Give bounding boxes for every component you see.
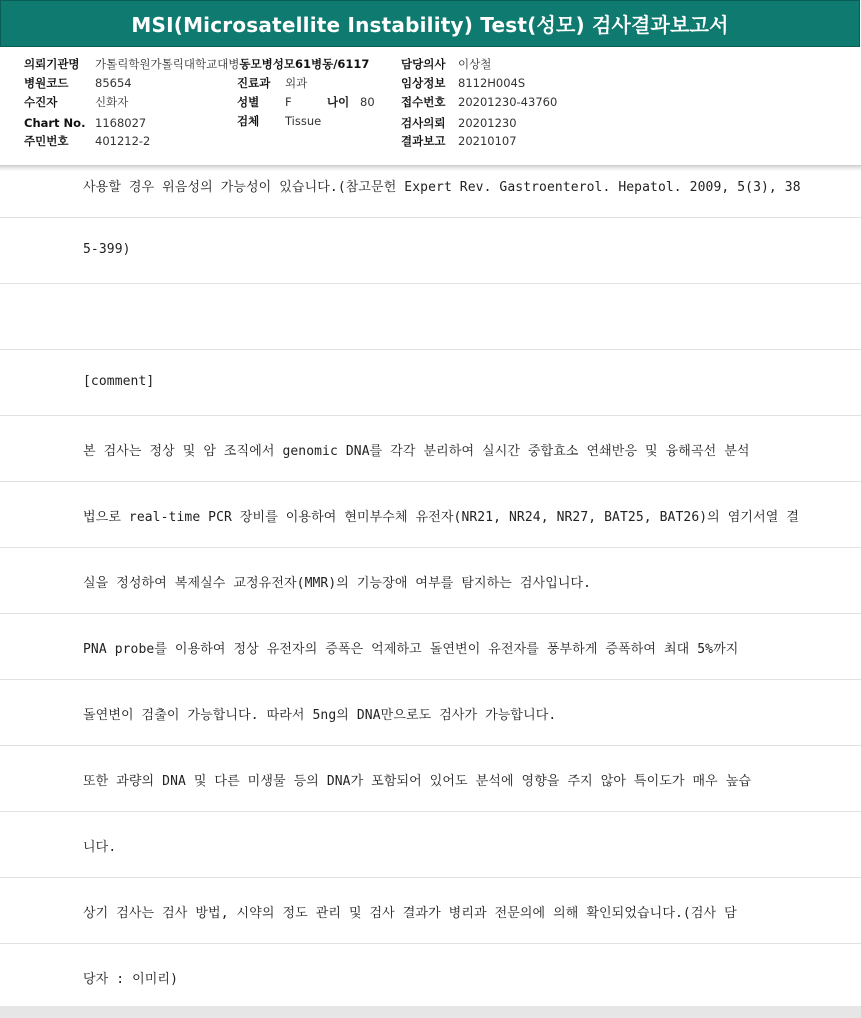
header-shadow <box>0 165 861 171</box>
chart-label: Chart No. <box>24 116 86 130</box>
resident-value: 401212-2 <box>95 134 151 148</box>
institution-label: 의뢰기관명 <box>24 57 80 71</box>
hospital-code-label: 병원코드 <box>24 76 69 90</box>
line-text: [comment] <box>83 374 155 389</box>
chart-value: 1168027 <box>95 116 147 130</box>
report-date-value: 20210107 <box>458 134 517 148</box>
patient-label: 수진자 <box>24 95 58 109</box>
specimen-row <box>237 112 321 130</box>
institution-value: 가톨릭학원가톨릭대학교대병 <box>95 57 240 71</box>
sex-value: F <box>285 95 292 109</box>
doctor-row <box>401 55 491 73</box>
footer-bar <box>0 1006 861 1018</box>
line-text: 5-399) <box>83 242 131 257</box>
hospital-code-value: 85654 <box>95 76 132 90</box>
report-line <box>0 746 861 812</box>
report-line <box>0 614 861 680</box>
clinical-row <box>401 74 525 92</box>
line-text: 본 검사는 정상 및 암 조직에서 genomic DNA를 각각 분리하여 실시간 중합효소 연쇄반응 및 융해곡선 분석 <box>83 444 750 459</box>
sex-label: 성별 <box>237 95 260 109</box>
report-line <box>0 548 861 614</box>
receipt-row <box>401 93 557 111</box>
doctor-label: 담당의사 <box>401 57 446 71</box>
line-text: 사용할 경우 위음성의 가능성이 있습니다.(참고문헌 Expert Rev. Gastroenterol. Hepatol. 2009, 5(3), 38 <box>83 180 801 195</box>
request-value: 20201230 <box>458 116 517 130</box>
patient-value: 신화자 <box>95 95 129 109</box>
report-title-bar <box>0 0 860 47</box>
report-date-row <box>401 132 517 150</box>
line-text: PNA probe를 이용하여 정상 유전자의 증폭은 억제하고 돌연변이 유전자를 풍부하게 증폭하여 최대 5%까지 <box>83 642 739 657</box>
sex-age-row <box>237 93 375 111</box>
dept-value: 외과 <box>285 76 308 90</box>
dept-label: 진료과 <box>237 76 271 90</box>
request-row <box>401 114 517 132</box>
line-text: 돌연변이 검출이 가능합니다. 따라서 5ng의 DNA만으로도 검사가 가능합니다. <box>83 708 557 723</box>
report-line <box>0 680 861 746</box>
report-line <box>0 350 861 416</box>
report-line <box>0 944 861 1008</box>
line-text: 상기 검사는 검사 방법, 시약의 정도 관리 및 검사 결과가 병리과 전문의에 의해 확인되었습니다.(검사 담 <box>83 906 737 921</box>
patient-info-panel <box>0 47 861 166</box>
line-text: 실을 정성하여 복제실수 교정유전자(MMR)의 기능장애 여부를 탐지하는 검사입니다. <box>83 576 592 591</box>
report-line <box>0 878 861 944</box>
clinical-label: 임상정보 <box>401 76 446 90</box>
resident-row <box>24 132 150 150</box>
patient-row <box>24 93 128 111</box>
report-title: MSI(Microsatellite Instability) Test(성모) 검사결과보고서 <box>131 13 729 37</box>
report-line <box>0 812 861 878</box>
report-line <box>0 482 861 548</box>
line-text: 니다. <box>83 840 117 855</box>
age-label: 나이 <box>327 95 350 109</box>
specimen-label: 검체 <box>237 114 260 128</box>
receipt-label: 접수번호 <box>401 95 446 109</box>
report-date-label: 결과보고 <box>401 134 446 148</box>
chart-row <box>24 114 146 132</box>
specimen-value: Tissue <box>285 114 322 128</box>
ward-value: 동모병성모61병동/6117 <box>239 57 370 71</box>
age-value: 80 <box>360 95 375 109</box>
hospital-code-row <box>24 74 132 92</box>
receipt-value: 20201230-43760 <box>458 95 558 109</box>
report-line <box>0 284 861 350</box>
line-text: 당자 : 이미리) <box>83 972 178 987</box>
report-body <box>0 152 861 1008</box>
report-line <box>0 416 861 482</box>
clinical-value: 8112H004S <box>458 76 526 90</box>
resident-label: 주민번호 <box>24 134 69 148</box>
institution-row <box>24 55 369 73</box>
report-line <box>0 218 861 284</box>
line-text: 법으로 real-time PCR 장비를 이용하여 현미부수체 유전자(NR21, NR24, NR27, BAT25, BAT26)의 염기서열 결 <box>83 510 799 525</box>
doctor-value: 이상철 <box>458 57 492 71</box>
dept-row <box>237 74 307 92</box>
line-text: 또한 과량의 DNA 및 다른 미생물 등의 DNA가 포함되어 있어도 분석에 영향을 주지 않아 특이도가 매우 높습 <box>83 774 752 789</box>
request-label: 검사의뢰 <box>401 116 446 130</box>
